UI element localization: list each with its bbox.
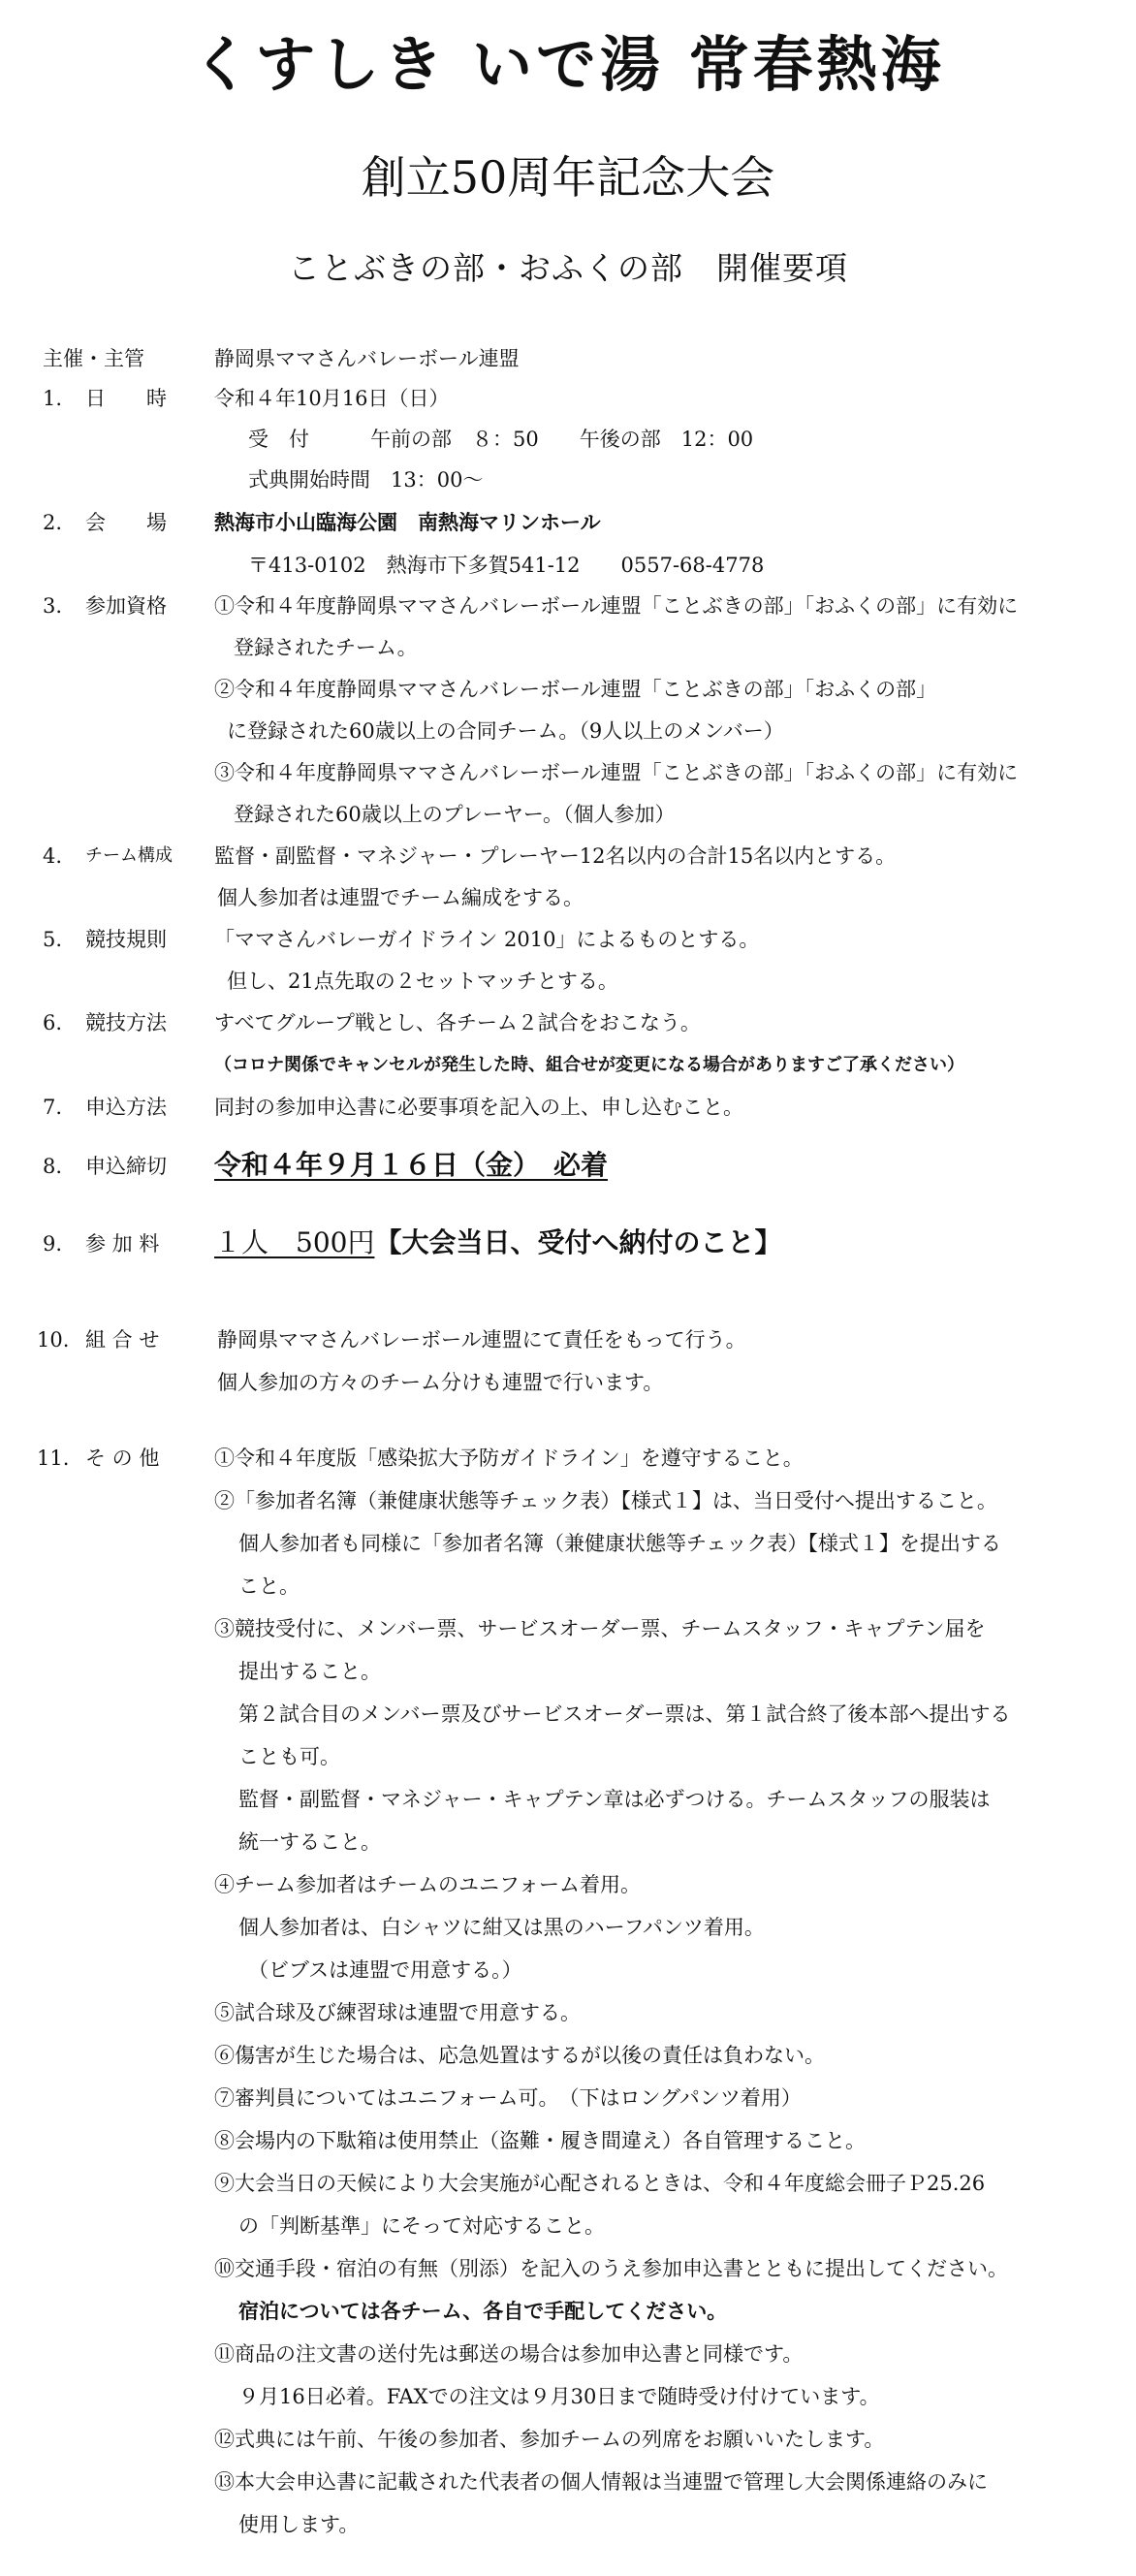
section-label: 参 加 料: [85, 1232, 160, 1256]
event-date: 令和４年10月16日（日）: [214, 387, 450, 410]
section-label: そ の 他: [85, 1447, 160, 1470]
other-line: ③競技受付に、メンバー票、サービスオーダー票、チームスタッフ・キャプテン届を: [214, 1617, 986, 1640]
other-line: 使用します。: [238, 2513, 360, 2536]
event-title: 創立50周年記念大会: [361, 151, 775, 204]
section-number: 6.: [43, 1011, 63, 1034]
venue-name: 熱海市小山臨海公園 南熱海マリンホール: [214, 510, 601, 534]
other-line: 統一すること。: [238, 1830, 381, 1854]
section-number: 11.: [37, 1447, 70, 1470]
other-line: ⑨大会当日の天候により大会実施が心配されるときは、令和４年度総会冊子Ｐ25.26: [214, 2172, 986, 2195]
covid-notice: （コロナ関係でキャンセルが発生した時、組合せが変更になる場合がありますご了承ください）: [214, 1055, 964, 1075]
other-line: ②「参加者名簿（兼健康状態等チェック表）【様式１】は、当日受付へ提出すること。: [214, 1489, 997, 1512]
ceremony-text: 式典開始時間 13：00〜: [248, 468, 484, 492]
other-line: の「判断基準」にそって対応すること。: [238, 2214, 605, 2238]
section-label: 競技規則: [85, 928, 167, 951]
eligibility-line: ①令和４年度静岡県ママさんバレーボール連盟「ことぶきの部」「おふくの部」に有効に: [214, 594, 1019, 618]
other-line: ９月16日必着。FAXでの注文は９月30日まで随時受け付けています。: [238, 2385, 880, 2408]
grouping-line: 個人参加の方々のチーム分けも連盟で行います。: [217, 1371, 664, 1394]
eligibility-line: に登録された60歳以上の合同チーム。（9人以上のメンバー）: [227, 719, 784, 743]
fee-amount: １人 500円: [214, 1226, 375, 1258]
reception-text: 受 付 午前の部 ８：50 午後の部 12：00: [248, 428, 754, 451]
address-text: 〒413-0102 熱海市下多賀541-12 0557-68-4778: [248, 554, 765, 577]
other-line: 第２試合目のメンバー票及びサービスオーダー票は、第１試合終了後本部へ提出する: [238, 1702, 1011, 1726]
fee-line: [214, 1224, 781, 1262]
method-line: すべてグループ戦とし、各チーム２試合をおこなう。: [214, 1011, 701, 1034]
section-number: 8.: [43, 1155, 63, 1178]
team-line: 監督・副監督・マネジャー・プレーヤー12名以内の合計15名以内とする。: [214, 844, 897, 868]
section-label: 組 合 せ: [85, 1328, 160, 1352]
section-number: 7.: [43, 1096, 63, 1119]
other-line: ⑦審判員についてはユニフォーム可。 （下はロングパンツ着用）: [214, 2086, 802, 2110]
eligibility-line: 登録された60歳以上のプレーヤー。（個人参加）: [234, 803, 676, 826]
organizer-label: 主催・主管: [43, 347, 144, 370]
section-label: チーム構成: [85, 845, 173, 866]
rules-line: 但し、21点先取の２セットマッチとする。: [227, 970, 618, 993]
brand-title: くすしき いで湯 常春熱海: [191, 29, 945, 100]
other-line: ①令和４年度版「感染拡大予防ガイドライン」を遵守すること。: [214, 1447, 804, 1470]
other-line: ことも可。: [238, 1745, 340, 1768]
section-label: 競技方法: [85, 1011, 167, 1034]
section-number: 2.: [43, 511, 63, 534]
other-line: ⑤試合球及び練習球は連盟で用意する。: [214, 2001, 581, 2024]
organizer-value: 静岡県ママさんバレーボール連盟: [214, 347, 520, 370]
deadline-value: 令和４年９月１６日（金） 必着: [214, 1149, 609, 1181]
other-line: こと。: [238, 1574, 300, 1598]
rules-line: 「ママさんバレーガイドライン 2010」によるものとする。: [214, 928, 760, 951]
event-subtitle: ことぶきの部・おふくの部 開催要項: [288, 249, 848, 287]
other-line: 監督・副監督・マネジャー・キャプテン章は必ずつける。チームスタッフの服装は: [238, 1788, 991, 1811]
section-label: 日 時: [85, 387, 167, 410]
other-line: 個人参加者も同様に「参加者名簿（兼健康状態等チェック表）【様式１】を提出する: [238, 1532, 1001, 1555]
fee-note: 【大会当日、受付へ納付のこと】: [374, 1226, 782, 1258]
section-number: 4.: [43, 844, 63, 868]
section-label: 参加資格: [85, 594, 167, 618]
section-number: 3.: [43, 594, 63, 618]
section-label: 申込締切: [85, 1155, 167, 1178]
section-number: 1.: [43, 387, 63, 410]
section-number: 5.: [43, 928, 63, 951]
other-line: 提出すること。: [238, 1660, 381, 1683]
other-line: ⑪商品の注文書の送付先は郵送の場合は参加申込書と同様です。: [214, 2342, 804, 2366]
eligibility-line: ②令和４年度静岡県ママさんバレーボール連盟「ことぶきの部」「おふくの部」: [214, 678, 937, 701]
section-label: 会 場: [85, 511, 167, 534]
other-line: ⑬本大会申込書に記載された代表者の個人情報は当連盟で管理し大会関係連絡のみに: [214, 2470, 988, 2494]
eligibility-line: ③令和４年度静岡県ママさんバレーボール連盟「ことぶきの部」「おふくの部」に有効に: [214, 761, 1019, 784]
eligibility-line: 登録されたチーム。: [234, 636, 418, 659]
section-number: 9.: [43, 1232, 63, 1256]
other-line: （ビブスは連盟で用意する。）: [248, 1958, 522, 1982]
other-line: ④チーム参加者はチームのユニフォーム着用。: [214, 1873, 641, 1896]
other-line: ⑥傷害が生じた場合は、応急処置はするが以後の責任は負わない。: [214, 2044, 825, 2067]
section-number: 10.: [37, 1328, 70, 1352]
other-line: 個人参加者は、白シャツに紺又は黒のハーフパンツ着用。: [238, 1916, 765, 1939]
other-line: ⑧会場内の下駄箱は使用禁止（盗難・履き間違え）各自管理すること。: [214, 2129, 866, 2152]
team-line: 個人参加者は連盟でチーム編成をする。: [217, 886, 584, 909]
section-label: 申込方法: [85, 1096, 167, 1119]
other-line: 宿泊については各チーム、各自で手配してください。: [238, 2299, 728, 2323]
other-line: ⑫式典には午前、午後の参加者、参加チームの列席をお願いいたします。: [214, 2428, 885, 2451]
other-line: ⑩交通手段・宿泊の有無（別添）を記入のうえ参加申込書とともに提出してください。: [214, 2257, 1008, 2280]
application-line: 同封の参加申込書に必要事項を記入の上、申し込むこと。: [214, 1096, 743, 1119]
grouping-line: 静岡県ママさんバレーボール連盟にて責任をもって行う。: [217, 1328, 746, 1352]
